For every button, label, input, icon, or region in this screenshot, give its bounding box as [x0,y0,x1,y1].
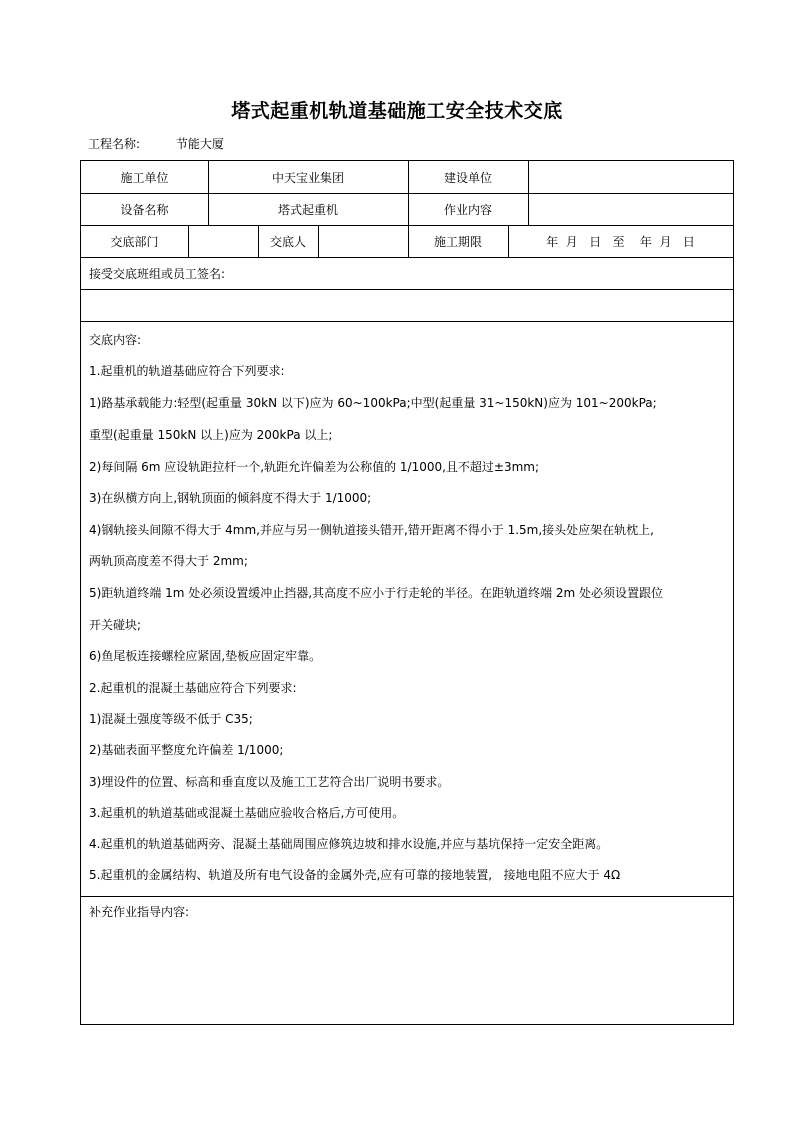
content-line: 开关碰块; [89,618,142,632]
content-line: 5)距轨道终端 1m 处必须设置缓冲止挡器,其高度不应小于行走轮的半径。在距轨道终端 2m 处必须设置跟位 [89,586,664,600]
content-line: 1)混凝土强度等级不低于 C35; [89,712,253,726]
construction-unit-value[interactable]: 中天宝业集团 [271,170,344,185]
content-line: 1.起重机的轨道基础应符合下列要求: [89,364,285,378]
construction-unit-label: 施工单位 [120,170,169,185]
signature-area[interactable] [81,289,733,321]
content-line: 2.起重机的混凝土基础应符合下列要求: [89,681,297,695]
disclosure-table [80,160,734,1025]
content-line: 2)基础表面平整度允许偏差 1/1000; [89,743,284,757]
owner-unit-label: 建设单位 [443,170,492,185]
signature-label: 接受交底班组或员工签名: [89,266,226,281]
presenter-value[interactable] [318,225,408,257]
content-line: 5.起重机的金属结构、轨道及所有电气设备的金属外壳,应有可靠的接地装置, 接地电阻不应大于 4Ω [89,868,621,882]
period-value[interactable]: 年 月 日 至 年 月 日 [546,234,695,249]
period-label: 施工期限 [433,234,482,249]
content-line: 3.起重机的轨道基础或混凝土基础应验收合格后,方可使用。 [89,806,405,820]
dept-label: 交底部门 [110,234,159,249]
content-line: 4.起重机的轨道基础两旁、混凝土基础周围应修筑边坡和排水设施,并应与基坑保持一定安全距离。 [89,837,609,851]
project-name-row [88,135,224,152]
supplement-area[interactable] [81,921,733,1021]
row-divider [81,896,733,897]
content-line: 2)每间隔 6m 应设轨距拉杆一个,轨距允许偏差为公称值的 1/1000,且不超过±3mm; [89,460,540,474]
work-content-label: 作业内容 [443,202,492,217]
project-name-value: 节能大厦 [175,137,224,151]
content-line: 两轨顶高度差不得大于 2mm; [89,554,248,568]
content-line: 6)鱼尾板连接螺栓应紧固,垫板应固定牢靠。 [89,649,322,663]
supplement-label: 补充作业指导内容: [89,905,190,919]
equipment-value[interactable]: 塔式起重机 [277,202,338,217]
dept-value[interactable] [188,225,258,257]
owner-unit-value[interactable] [528,161,733,193]
content-line: 3)埋设件的位置、标高和垂直度以及施工工艺符合出厂说明书要求。 [89,775,450,789]
row-divider [81,321,733,322]
content-line: 4)钢轨接头间隙不得大于 4mm,并应与另一侧轨道接头错开,错开距离不得小于 1.5m,接头处应架在轨枕上, [89,523,654,537]
presenter-label: 交底人 [269,234,306,249]
project-name-label: 工程名称: [88,137,141,151]
content-label: 交底内容: [89,333,142,347]
work-content-value[interactable] [528,193,733,225]
content-line: 1)路基承载能力:轻型(起重量 30kN 以下)应为 60~100kPa;中型(起重量 31~150kN)应为 101~200kPa; [89,396,657,410]
content-line: 3)在纵横方向上,钢轨顶面的倾斜度不得大于 1/1000; [89,491,372,505]
document-title: 塔式起重机轨道基础施工安全技术交底 [231,100,563,122]
equipment-label: 设备名称 [120,202,169,217]
content-line: 重型(起重量 150kN 以上)应为 200kPa 以上; [89,428,333,442]
